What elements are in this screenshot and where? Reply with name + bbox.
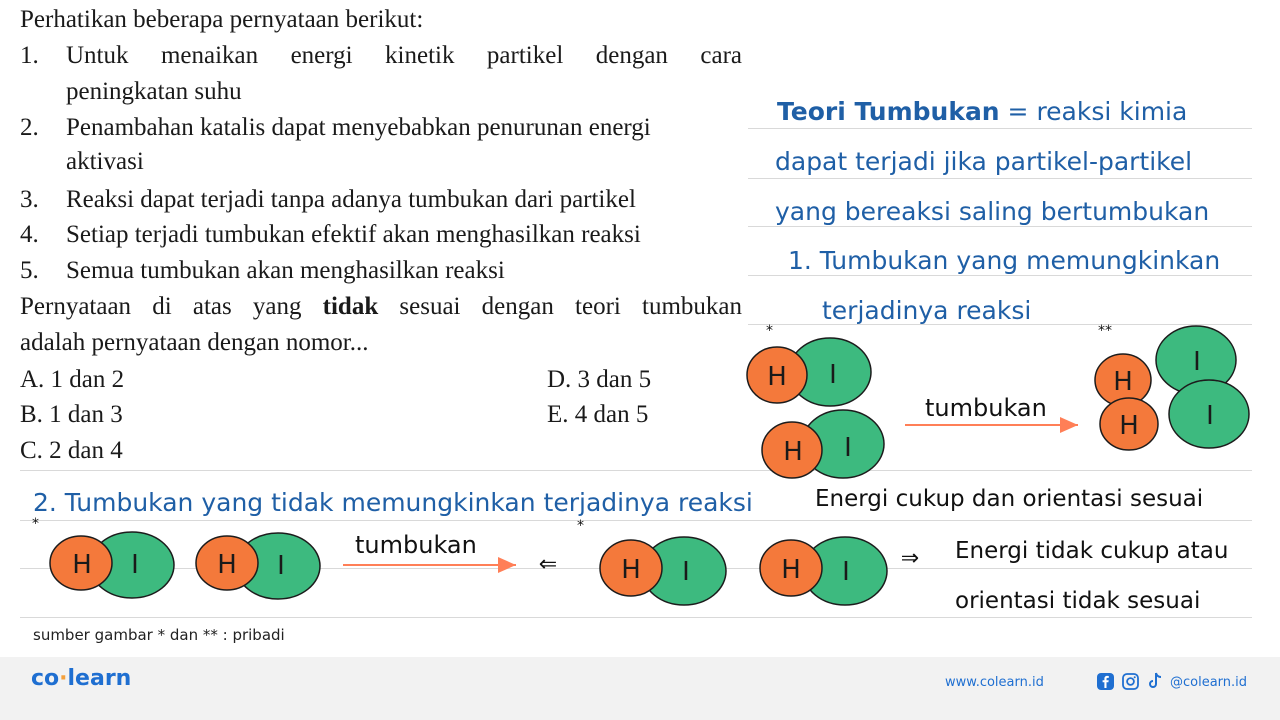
iodine-label: I [842, 557, 850, 587]
iodine-label: I [131, 550, 139, 580]
hydrogen-label: H [1113, 367, 1133, 397]
hydrogen-label: H [217, 550, 237, 580]
option-d[interactable]: D. 3 dan 5 [547, 366, 652, 393]
source-marker: ** [1098, 323, 1112, 339]
point-1-line-1: 1. Tumbukan yang memungkinkan [788, 246, 1221, 275]
hi-molecule [747, 338, 871, 406]
option-a[interactable]: A. 1 dan 2 [20, 366, 125, 393]
iodine-label: I [1193, 347, 1201, 377]
prompt-bold: tidak [322, 293, 379, 320]
question-prompt-cont: adalah pernyataan dengan nomor... [20, 329, 369, 356]
facebook-glyph [1097, 673, 1114, 690]
energy-sufficient-label: Energi cukup dan orientasi sesuai [815, 486, 1204, 512]
collision-label: tumbukan [355, 531, 477, 559]
tiktok-glyph [1148, 672, 1164, 690]
statement-number: 4. [20, 221, 39, 248]
statement-number: 3. [20, 186, 39, 213]
statement-number: 2. [20, 114, 39, 141]
prompt-post: sesuai dengan teori tumbukan [378, 293, 742, 320]
footer [0, 657, 1280, 720]
image-source-note: sumber gambar * dan ** : pribadi [33, 626, 285, 644]
point-1-line-2: terjadinya reaksi [822, 296, 1032, 325]
option-e[interactable]: E. 4 dan 5 [547, 401, 649, 428]
energy-insufficient-line-1: Energi tidak cukup atau [955, 538, 1229, 564]
hi-molecule [196, 533, 320, 599]
hi-molecule [760, 537, 887, 605]
colearn-logo[interactable] [31, 666, 131, 691]
source-marker: * [32, 516, 39, 532]
hi-molecule [50, 532, 174, 598]
product-molecules [1095, 326, 1249, 450]
source-marker: * [766, 323, 773, 339]
social-handle[interactable]: @colearn.id [1170, 675, 1248, 690]
prompt-pre: Pernyataan di atas yang [20, 293, 323, 320]
collision-label: tumbukan [925, 394, 1047, 422]
iodine-label: I [829, 360, 837, 390]
point-2: 2. Tumbukan yang tidak memungkinkan terjadinya reaksi [33, 488, 753, 517]
hydrogen-label: H [783, 437, 803, 467]
facebook-icon[interactable] [1097, 673, 1114, 690]
right-arrow-icon: ⇒ [900, 546, 920, 571]
hi-molecule [600, 537, 726, 605]
hydrogen-label: H [621, 555, 641, 585]
theory-term: Teori Tumbukan [777, 97, 1000, 126]
hydrogen-label: H [767, 362, 787, 392]
left-arrow-icon: ⇐ [538, 552, 558, 577]
iodine-label: I [277, 551, 285, 581]
iodine-label: I [682, 557, 690, 587]
energy-insufficient-line-2: orientasi tidak sesuai [955, 588, 1201, 614]
statement-text: Semua tumbukan akan menghasilkan reaksi [66, 257, 505, 284]
statement-number: 5. [20, 257, 39, 284]
theory-definition: = reaksi kimia [999, 97, 1188, 126]
statement-2-cont: aktivasi [66, 148, 144, 175]
statement-1-cont: peningkatan suhu [66, 78, 242, 105]
iodine-label: I [1206, 401, 1214, 431]
hi-molecule [762, 410, 884, 478]
statement-text: Penambahan katalis dapat menyebabkan penurunan energi [66, 114, 651, 141]
logo-dot: · [59, 666, 68, 691]
logo-part: learn [67, 666, 132, 691]
logo-part: co [31, 666, 60, 691]
website-link[interactable]: www.colearn.id [945, 675, 1044, 690]
option-c[interactable]: C. 2 dan 4 [20, 437, 123, 464]
iodine-label: I [844, 433, 852, 463]
question-intro: Perhatikan beberapa pernyataan berikut: [20, 6, 424, 33]
instagram-icon[interactable] [1122, 673, 1139, 690]
tiktok-icon[interactable] [1148, 672, 1164, 690]
instagram-glyph [1122, 673, 1139, 690]
theory-line-3: yang bereaksi saling bertumbukan [775, 197, 1210, 226]
hydrogen-label: H [781, 555, 801, 585]
statement-number: 1. [20, 42, 39, 69]
statement-text: Reaksi dapat terjadi tanpa adanya tumbukan dari partikel [66, 186, 636, 213]
hydrogen-label: H [1119, 411, 1139, 441]
theory-line-2: dapat terjadi jika partikel-partikel [775, 147, 1193, 176]
statement-text: Untuk menaikan energi kinetik partikel dengan cara [66, 42, 742, 69]
hydrogen-label: H [72, 550, 92, 580]
statement-text: Setiap terjadi tumbukan efektif akan menghasilkan reaksi [66, 221, 641, 248]
option-b[interactable]: B. 1 dan 3 [20, 401, 123, 428]
source-marker: * [577, 518, 584, 534]
